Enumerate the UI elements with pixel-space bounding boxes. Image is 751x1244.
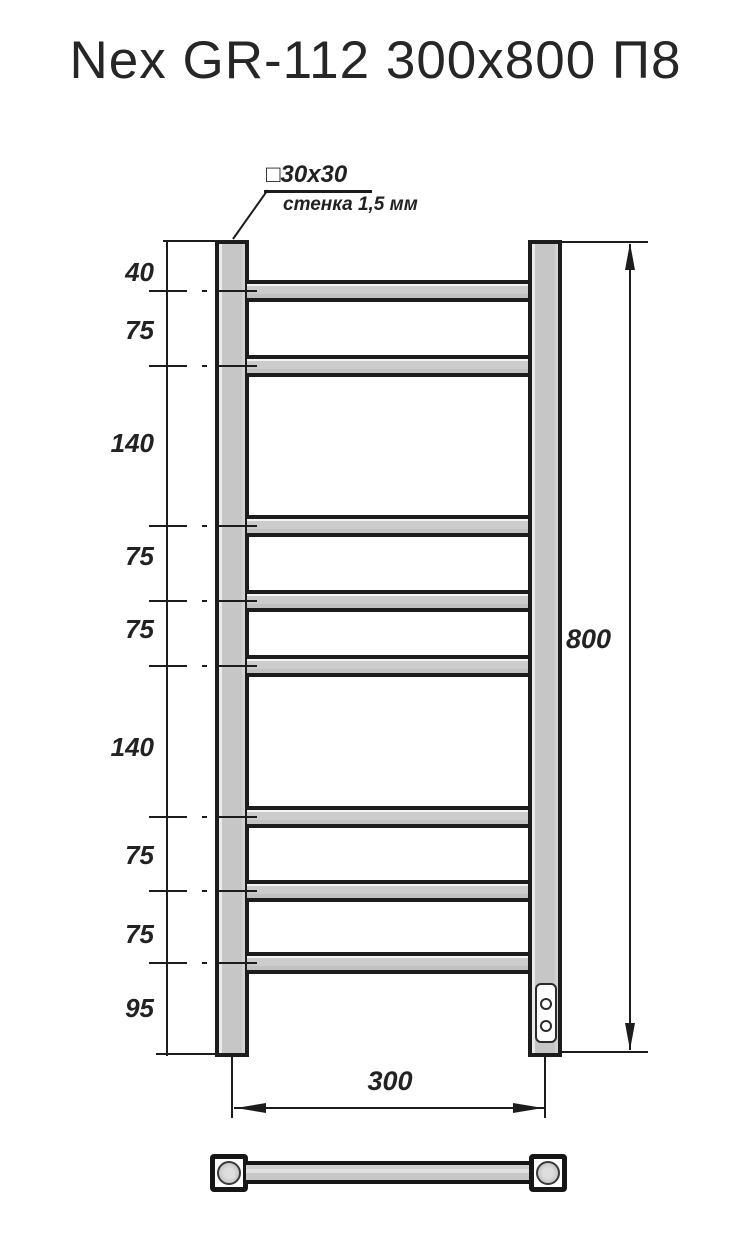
arrow-up-icon	[625, 243, 635, 270]
arrow-left-icon	[236, 1103, 266, 1113]
section-crossbar	[246, 1161, 531, 1184]
rung-2	[247, 355, 528, 377]
right-vertical-rail	[528, 240, 562, 1057]
rung-3	[247, 515, 528, 537]
width-dimension-value: 300	[367, 1066, 413, 1096]
rung-5	[247, 655, 528, 677]
height-dimension-value: 800	[566, 624, 612, 654]
width-dimension-line	[234, 1107, 545, 1109]
left-dimension-value-3: 140	[110, 428, 154, 458]
control-indicator-icon	[540, 998, 552, 1010]
left-dimension-value-9: 95	[125, 993, 154, 1023]
rung-7	[247, 880, 528, 902]
left-dimension-value-4: 75	[125, 541, 154, 571]
control-button-icon	[540, 1020, 552, 1032]
arrow-right-icon	[513, 1103, 543, 1113]
section-left-tube	[210, 1154, 248, 1192]
section-right-tube	[529, 1154, 567, 1192]
profile-size-label: □30x30	[266, 161, 348, 188]
heater-control-panel	[535, 983, 557, 1043]
rung-6	[247, 806, 528, 828]
height-extension-line-top	[562, 241, 648, 243]
left-dimension-value-5: 75	[125, 614, 154, 644]
wall-thickness-label: стенка 1,5 мм	[283, 194, 418, 215]
height-extension-line-bottom	[562, 1051, 648, 1053]
arrow-down-icon	[625, 1023, 635, 1050]
left-dimension-top-tick	[163, 240, 216, 242]
left-dimension-line	[166, 241, 168, 1056]
rung-1	[247, 280, 528, 302]
rung-8	[247, 952, 528, 974]
left-vertical-rail	[215, 240, 249, 1057]
callout-underline	[264, 190, 372, 193]
rung-4	[247, 590, 528, 612]
left-dimension-bottom-tick	[156, 1053, 234, 1055]
section-right-pipe-icon	[536, 1161, 560, 1185]
height-dimension-line	[629, 244, 631, 1050]
callout-leader-line	[232, 189, 268, 239]
left-dimension-value-8: 75	[125, 919, 154, 949]
left-dimension-value-7: 75	[125, 840, 154, 870]
width-extension-line-left	[231, 1057, 233, 1118]
section-left-pipe-icon	[217, 1161, 241, 1185]
left-dimension-value-2: 75	[125, 315, 154, 345]
left-dimension-value-1: 40	[125, 257, 154, 287]
page-title: Nex GR-112 300x800 П8	[69, 31, 682, 90]
left-dimension-value-6: 140	[110, 732, 154, 762]
